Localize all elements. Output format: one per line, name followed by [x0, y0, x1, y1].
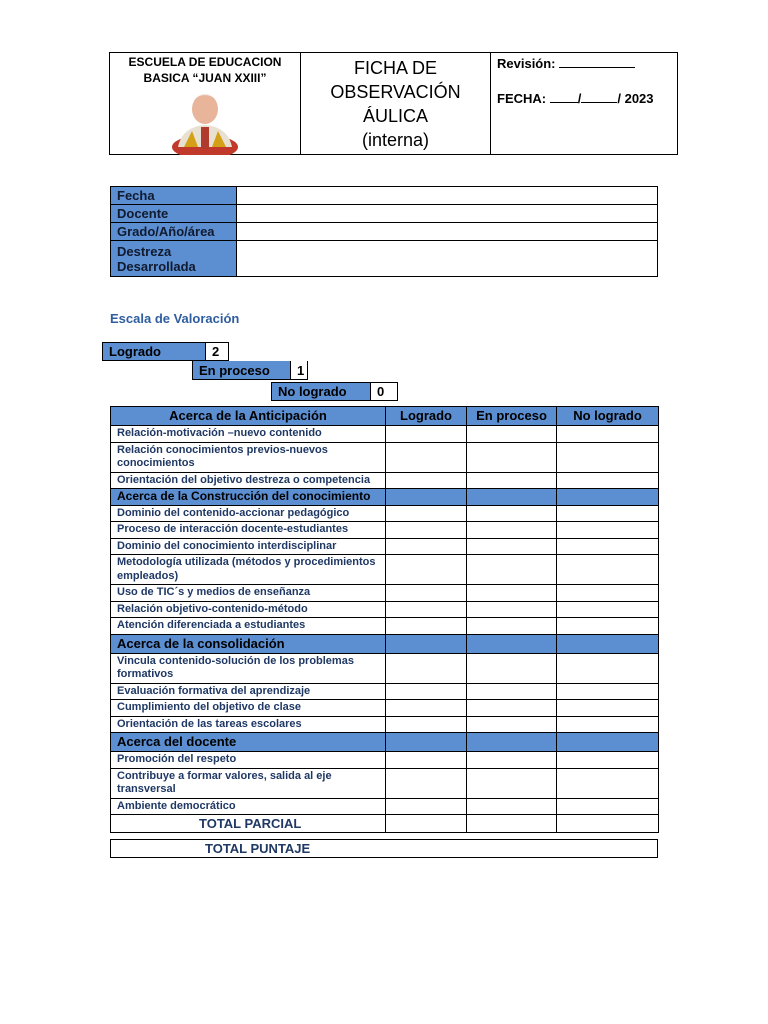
scale-proceso-value: 1 — [291, 361, 304, 379]
docente-field[interactable] — [237, 205, 658, 223]
score-cell[interactable] — [386, 716, 467, 733]
table-row — [111, 601, 659, 618]
table-row — [111, 683, 659, 700]
date-day-field[interactable] — [550, 90, 578, 103]
score-cell[interactable] — [557, 426, 659, 443]
section-anticipacion-header: Acerca de la Anticipación — [111, 407, 386, 426]
total-cell[interactable] — [557, 815, 659, 833]
score-cell[interactable] — [467, 653, 557, 683]
scale-nologrado-value: 0 — [371, 383, 384, 400]
criterion-label: Orientación de las tareas escolares — [111, 716, 386, 733]
total-cell[interactable] — [386, 815, 467, 833]
table-row — [111, 653, 659, 683]
score-cell[interactable] — [386, 601, 467, 618]
score-cell[interactable] — [386, 768, 467, 798]
section-row — [111, 489, 659, 506]
score-cell[interactable] — [557, 555, 659, 585]
criterion-label: Ambiente democrático — [111, 798, 386, 815]
table-row — [111, 505, 659, 522]
score-cell[interactable] — [386, 472, 467, 489]
revision-cell — [491, 53, 677, 154]
score-cell[interactable] — [467, 752, 557, 769]
score-cell[interactable] — [386, 700, 467, 717]
fecha-field[interactable] — [237, 187, 658, 205]
criterion-label: Dominio del conocimiento interdisciplinar — [111, 538, 386, 555]
score-cell[interactable] — [467, 442, 557, 472]
total-parcial-label: TOTAL PARCIAL — [111, 815, 386, 833]
col-logrado-header: Logrado — [386, 407, 467, 426]
table-row — [111, 700, 659, 717]
score-cell[interactable] — [557, 472, 659, 489]
score-cell[interactable] — [386, 618, 467, 635]
criterion-label: Relación objetivo-contenido-método — [111, 601, 386, 618]
scale-nologrado-label: No logrado — [272, 383, 371, 400]
form-title-cell — [301, 53, 491, 154]
table-row — [111, 538, 659, 555]
score-cell[interactable] — [386, 653, 467, 683]
score-cell[interactable] — [467, 585, 557, 602]
criterion-label: Vincula contenido-solución de los problemas formativos — [111, 653, 386, 683]
criterion-label: Cumplimiento del objetivo de clase — [111, 700, 386, 717]
score-cell[interactable] — [467, 768, 557, 798]
score-cell[interactable] — [557, 522, 659, 539]
score-cell[interactable] — [467, 601, 557, 618]
col-proceso-header: En proceso — [467, 407, 557, 426]
form-title-line4: (interna) — [361, 129, 430, 150]
section-docente-header: Acerca del docente — [111, 733, 386, 752]
criterion-label: Promoción del respeto — [111, 752, 386, 769]
score-cell[interactable] — [467, 538, 557, 555]
form-title-line1: FICHA DE — [353, 57, 437, 78]
school-name-line1: ESCUELA DE EDUCACION — [128, 55, 282, 69]
scale-logrado-label: Logrado — [103, 343, 206, 360]
school-cell — [110, 53, 301, 154]
scale-logrado — [102, 342, 229, 361]
grado-field[interactable] — [237, 223, 658, 241]
table-row — [111, 472, 659, 489]
escala-title: Escala de Valoración — [110, 311, 240, 326]
score-cell[interactable] — [557, 601, 659, 618]
section-row — [111, 733, 659, 752]
score-cell[interactable] — [557, 618, 659, 635]
score-cell[interactable] — [557, 585, 659, 602]
total-puntaje-row[interactable] — [110, 839, 658, 858]
date-month-field[interactable] — [581, 90, 617, 103]
score-cell[interactable] — [386, 798, 467, 815]
school-logo-portrait — [170, 89, 240, 155]
score-cell[interactable] — [557, 716, 659, 733]
score-cell[interactable] — [557, 505, 659, 522]
table-row — [111, 752, 659, 769]
table-row — [111, 716, 659, 733]
score-cell[interactable] — [386, 683, 467, 700]
score-cell[interactable] — [557, 442, 659, 472]
score-cell[interactable] — [557, 752, 659, 769]
score-cell[interactable] — [386, 585, 467, 602]
score-cell[interactable] — [557, 768, 659, 798]
table-row — [111, 522, 659, 539]
table-row — [111, 618, 659, 635]
observation-table — [110, 406, 659, 833]
docente-label: Docente — [111, 205, 237, 223]
destreza-label-line2: Desarrollada — [117, 258, 196, 274]
score-cell[interactable] — [557, 683, 659, 700]
table-row — [111, 585, 659, 602]
score-cell[interactable] — [467, 618, 557, 635]
fecha-label: Fecha — [111, 187, 237, 205]
table-row — [111, 442, 659, 472]
criterion-label: Contribuye a formar valores, salida al eje transversal — [111, 768, 386, 798]
score-cell[interactable] — [386, 538, 467, 555]
section-consolidacion-header: Acerca de la consolidación — [111, 634, 386, 653]
scale-proceso — [192, 361, 308, 380]
score-cell[interactable] — [557, 700, 659, 717]
score-cell[interactable] — [386, 505, 467, 522]
criterion-label: Metodología utilizada (métodos y procedimientos empleados) — [111, 555, 386, 585]
score-cell[interactable] — [467, 683, 557, 700]
grado-label: Grado/Año/área — [111, 223, 237, 241]
table-row — [111, 555, 659, 585]
score-cell[interactable] — [386, 442, 467, 472]
criterion-label: Dominio del contenido-accionar pedagógico — [111, 505, 386, 522]
total-cell[interactable] — [467, 815, 557, 833]
section-row — [111, 634, 659, 653]
info-table — [110, 186, 658, 277]
score-cell[interactable] — [386, 426, 467, 443]
score-cell[interactable] — [386, 752, 467, 769]
score-cell[interactable] — [467, 716, 557, 733]
score-cell[interactable] — [386, 522, 467, 539]
revision-line — [497, 55, 671, 71]
score-cell[interactable] — [557, 653, 659, 683]
revision-field[interactable] — [559, 55, 635, 68]
score-cell[interactable] — [467, 555, 557, 585]
scale-proceso-label: En proceso — [193, 361, 291, 379]
criterion-label: Proceso de interacción docente-estudiantes — [111, 522, 386, 539]
revision-label: Revisión: — [497, 56, 556, 71]
col-nologrado-header: No logrado — [557, 407, 659, 426]
criterion-label: Uso de TIC´s y medios de enseñanza — [111, 585, 386, 602]
total-puntaje-label: TOTAL PUNTAJE — [205, 841, 311, 856]
criterion-label: Relación conocimientos previos-nuevos conocimientos — [111, 442, 386, 472]
score-cell[interactable] — [386, 555, 467, 585]
score-cell[interactable] — [467, 522, 557, 539]
table-row — [111, 798, 659, 815]
score-cell[interactable] — [557, 538, 659, 555]
destreza-label-line1: Destreza — [117, 243, 172, 259]
form-title-line2: OBSERVACIÓN — [330, 81, 461, 102]
destreza-label — [111, 241, 237, 277]
score-cell[interactable] — [557, 798, 659, 815]
table-row — [111, 768, 659, 798]
date-line: FECHA: / / 2023 — [497, 91, 654, 106]
score-cell[interactable] — [467, 505, 557, 522]
form-title-line3: ÁULICA — [362, 105, 429, 126]
criterion-label: Atención diferenciada a estudiantes — [111, 618, 386, 635]
score-cell[interactable] — [467, 700, 557, 717]
criterion-label: Relación-motivación –nuevo contenido — [111, 426, 386, 443]
section-construccion-header: Acerca de la Construcción del conocimiento — [111, 489, 386, 506]
school-name-line2: BASICA “JUAN XXIII” — [143, 71, 267, 85]
scale-nologrado — [271, 382, 398, 401]
destreza-field[interactable] — [237, 241, 658, 277]
form-header — [109, 52, 678, 155]
total-parcial-row — [111, 815, 659, 833]
score-cell[interactable] — [467, 472, 557, 489]
scale-logrado-value: 2 — [206, 343, 219, 360]
score-cell[interactable] — [467, 426, 557, 443]
date-label: FECHA: — [497, 91, 547, 106]
criterion-label: Orientación del objetivo destreza o competencia — [111, 472, 386, 489]
criterion-label: Evaluación formativa del aprendizaje — [111, 683, 386, 700]
score-cell[interactable] — [467, 798, 557, 815]
date-year: 2023 — [624, 91, 654, 106]
table-row — [111, 426, 659, 443]
